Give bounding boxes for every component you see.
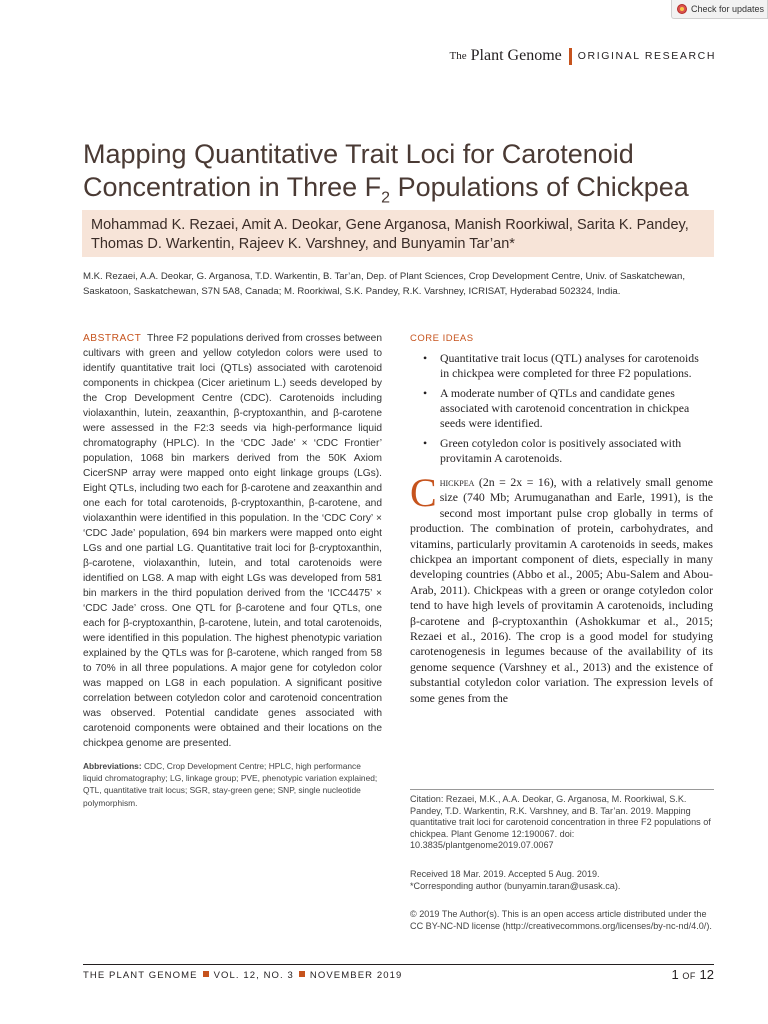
check-for-updates-label: Check for updates xyxy=(691,4,765,14)
article-section: ORIGINAL RESEARCH xyxy=(577,50,716,62)
square-bullet-icon xyxy=(203,971,209,977)
core-ideas-list xyxy=(410,351,710,471)
abstract-text: Three F2 populations derived from crosses between cultivars with green and yellow cotyledon colors were used to identify quantitative trait loci (QTLs) associated with carotenoid components in chickpea (Cicer arietinum L.) seeds developed by the Crop Development Centre (CDC). Carotenoids including violaxanthin, lutein, zeaxanthin, β-cryptoxanthin, and β-carotene were assessed in the F2:3 seeds via high-performance liquid chromatography (HPLC). In the ‘CDC Jade’ × ‘CDC Frontier’ population, 1068 bin markers derived from the 50K Axiom CicerSNP array were mapped onto eight linkage groups (LGs). Eight QTLs, including two each for β-carotene and zeaxanthin and one each for total carotenoids, β-cryptoxanthin, β-carotene, and violaxanthin were identified in this population. In the ‘CDC Cory’ × ‘CDC Jade’ population, 694 bin markers were mapped onto eight LGs and one partial LG. Quantitative trait loci for β-cryptoxanthin, β-carotene, violaxanthin, lutein, and total carotenoids were identified on LG8. A map with eight LGs was developed from 581 bin markers in the third population derived from the ‘ICC4475’ × ‘CDC Jade’ cross. One QTL for β-carotene and four QTLs, one each for β-cryptoxanthin, β-carotene, lutein, and total carotenoids, were identified in this population. The highest phenotypic variation explained by the QTLs was for β-carotene, which ranged from 58 to 70% in all three populations. A major gene for cotyledon color was mapped on LG8 in each population. A significant positive correlation between cotyledon color and carotenoid concentration was observed. Potential candidate genes associated with carotenoid components were obtained and their locations on the chickpea genome are presented. xyxy=(83,333,383,749)
title-subscript: 2 xyxy=(381,189,391,207)
footer-journal-info xyxy=(83,970,402,981)
core-idea-item: • Quantitative trait locus (QTL) analyses for carotenoids in chickpea were completed for three F2 populations. xyxy=(410,351,710,381)
drop-cap: C xyxy=(410,470,437,515)
abbreviations xyxy=(83,760,382,809)
title-part-2: Populations of Chickpea xyxy=(390,172,689,202)
page-current: 1 xyxy=(671,967,679,982)
abstract xyxy=(83,331,382,751)
citation: Citation: Rezaei, M.K., A.A. Deokar, G. Arganosa, M. Roorkiwal, S.K. Pandey, T.D. Warkentin, R.K. Varshney, and B. Tar’an. 2019. Mapping quantitative trait loci for carotenoid concentration in three F2 populations of chickpea. Plant Genome 12:190067. doi: 10.3835/plantgenome2019.07.0067 xyxy=(410,794,711,851)
article-title xyxy=(83,138,703,214)
author-list: Mohammad K. Rezaei, Amit A. Deokar, Gene Arganosa, Manish Roorkiwal, Sarita K. Pandey, Thomas D. Warkentin, Rajeev K. Varshney, and Bunyamin Tar’an* xyxy=(91,217,689,252)
abstract-heading: ABSTRACT xyxy=(83,333,142,344)
page-of: OF xyxy=(682,971,696,981)
check-for-updates-button[interactable] xyxy=(671,0,768,19)
title-part-1: Mapping Quantitative Trait Loci for Carotenoid Concentration in Three F xyxy=(83,139,634,202)
footer-date: NOVEMBER 2019 xyxy=(309,970,403,981)
license: © 2019 The Author(s). This is an open access article distributed under the CC BY-NC-ND license (http://creativecommons.org/licenses/by-nc-nd/4.0/). xyxy=(410,909,712,931)
journal-header xyxy=(450,46,716,66)
received-text: Received 18 Mar. 2019. Accepted 5 Aug. 2019. xyxy=(410,869,600,879)
received-dates xyxy=(410,869,713,892)
intro-lead-word: hickpea xyxy=(439,475,475,489)
page-number xyxy=(672,967,714,982)
footer-journal: THE PLANT GENOME xyxy=(83,970,198,981)
core-idea-item: • Green cotyledon color is positively associated with provitamin A carotenoids. xyxy=(410,436,710,466)
abbreviations-text: CDC, Crop Development Centre; HPLC, high performance liquid chromatography; LG, linkage group; PVE, phenotypic variation explained; QTL, quantitative trait locus; SGR, stay-green gene; SNP, single nucleotide polymorphism. xyxy=(83,761,378,808)
footer-volume: VOL. 12, NO. 3 xyxy=(213,970,294,981)
journal-the: The xyxy=(449,50,467,62)
corresponding-author: *Corresponding author (bunyamin.taran@usask.ca). xyxy=(410,880,621,891)
header-divider xyxy=(569,48,572,65)
introduction-text xyxy=(410,470,713,706)
core-idea-item: • A moderate number of QTLs and candidate genes associated with carotenoid concentration in chickpea seeds were identified. xyxy=(410,386,710,431)
intro-body: (2n = 2x = 16), with a relatively small genome size (740 Mb; Arumuganathan and Earle, 1991), is the second most important pulse crop globally in terms of production. The combination of protein, carbohydrates, and vitamins, particularly provitamin A carotenoids in seeds, makes chickpea an important component of diets, especially in many developing countries (Abbo et al., 2005; Abu-Salem and Abou-Arab, 2011). Chickpeas with a green or orange cotyledon color tend to have high levels of provitamin A carotenoids, including β-carotene and β-cryptoxanthin (Ashokkumar et al., 2015; Rezaei et al., 2016). The crop is a good model for studying carotenogenesis in legumes because of the availability of its genome sequence (Varshney et al., 2013) and the existence of substantial cotyledon color variation. The expression levels of some genes from the xyxy=(410,475,713,705)
footer-divider xyxy=(83,964,714,965)
journal-name: Plant Genome xyxy=(470,47,562,64)
core-ideas-heading: CORE IDEAS xyxy=(410,333,474,344)
abbreviations-heading: Abbreviations: xyxy=(83,761,142,771)
page-total: 12 xyxy=(699,967,714,982)
square-bullet-icon xyxy=(299,971,305,977)
crossmark-icon xyxy=(677,4,687,14)
affiliations: M.K. Rezaei, A.A. Deokar, G. Arganosa, T.D. Warkentin, B. Tar’an, Dep. of Plant Sciences, Crop Development Centre, Univ. of Saskatchewan, Saskatoon, Saskatchewan, S7N 5A8, Canada; M. Roorkiwal, S.K. Pandey, R.K. Varshney, ICRISAT, Hyderabad 502324, India. xyxy=(83,271,686,297)
citation-divider xyxy=(410,789,714,790)
